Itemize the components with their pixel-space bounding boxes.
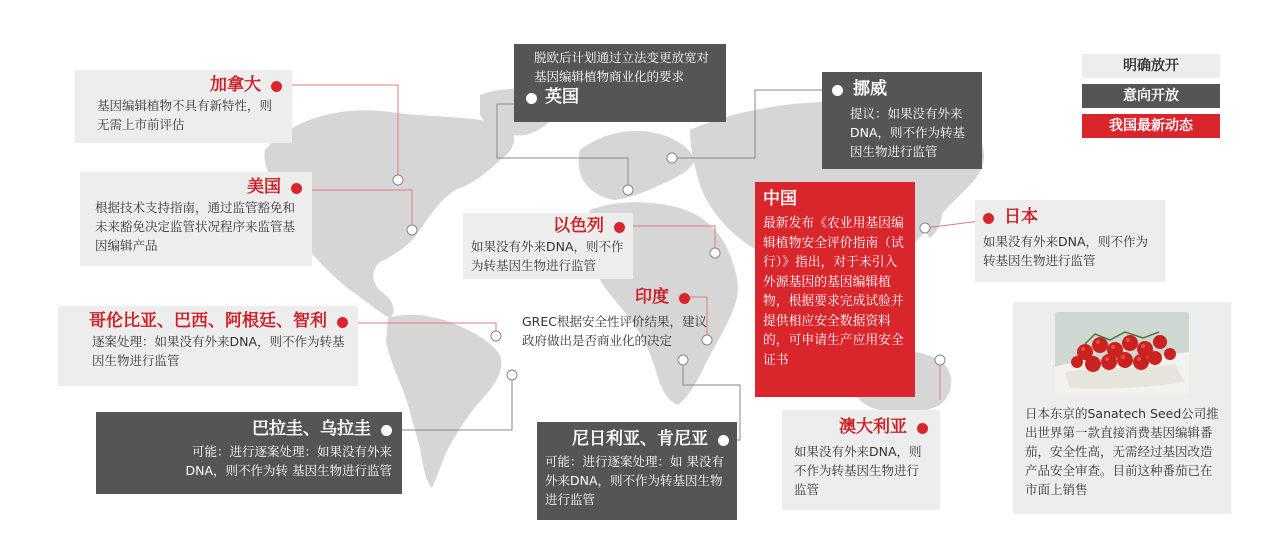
paraguay-text-1: 可能：进行逐案处理：如果没有外来 bbox=[191, 444, 392, 459]
india-title: 印度 bbox=[635, 287, 670, 307]
norway-title: 挪威 bbox=[852, 79, 887, 99]
marker-dot-icon bbox=[832, 85, 843, 96]
norway-card bbox=[822, 72, 982, 169]
usa-text: 根据技术支持指南，通过监管豁免和未来豁免决定监管状况程序来监管基因编辑产品 bbox=[95, 200, 296, 253]
japan-text: 如果没有外来DNA，则不作为转基因生物进行监管 bbox=[983, 234, 1149, 268]
canada-text: 基因编辑植物不具有新特性，则无需上市前评估 bbox=[97, 98, 273, 132]
china-card bbox=[755, 182, 915, 397]
israel-card bbox=[463, 213, 633, 279]
latam-text: 逐案处理：如果没有外来DNA，则不作为转基因生物进行监管 bbox=[92, 334, 345, 368]
marker-dot-icon bbox=[614, 222, 625, 233]
canada-title: 加拿大 bbox=[210, 75, 262, 95]
uk-card bbox=[514, 44, 726, 122]
marker-dot-icon bbox=[917, 423, 928, 434]
legend-open: 明确放开 bbox=[1082, 54, 1220, 78]
tomato-photo bbox=[1055, 312, 1189, 394]
japan-card bbox=[975, 200, 1165, 282]
latam-card bbox=[58, 306, 358, 386]
australia-text: 如果没有外来DNA，则不作为转基因生物进行监管 bbox=[794, 444, 922, 497]
japan-note-text: 日本东京的Sanatech Seed公司推出世界第一款直接消费基因编辑番茄，安全性高，无需经过基因改造产品安全审查。目前这种番茄已在市面上销售 bbox=[1025, 406, 1219, 497]
uk-text: 脱欧后计划通过立法变更放宽对基因编辑植物商业化的要求 bbox=[534, 50, 710, 84]
legend-china-latest: 我国最新动态 bbox=[1082, 114, 1220, 138]
usa-title: 美国 bbox=[247, 177, 282, 197]
china-text: 最新发布《农业用基因编辑植物安全评价指南（试行）》指出，对于未引入外源基因的基因编辑植物，根据要求完成试验并提供相应安全数据资料的，可申请生产应用安全证书 bbox=[763, 216, 904, 368]
nigeria-card bbox=[537, 422, 737, 520]
uk-title: 英国 bbox=[544, 87, 579, 107]
paraguay-text-2: DNA，则不作为转 基因生物进行监管 bbox=[185, 463, 392, 478]
canada-card bbox=[75, 70, 292, 143]
israel-title: 以色列 bbox=[553, 216, 605, 236]
marker-dot-icon bbox=[983, 213, 994, 224]
india-text: GREC根据安全性评价结果，建议政府做出是否商业化的决定 bbox=[522, 314, 707, 348]
marker-dot-icon bbox=[337, 317, 348, 328]
japan-title: 日本 bbox=[1003, 207, 1038, 227]
legend-intended-open: 意向开放 bbox=[1082, 84, 1220, 108]
australia-title: 澳大利亚 bbox=[839, 417, 908, 437]
usa-card bbox=[80, 172, 312, 266]
paraguay-card bbox=[96, 412, 402, 494]
marker-dot-icon bbox=[526, 93, 537, 104]
marker-dot-icon bbox=[679, 293, 690, 304]
marker-dot-icon bbox=[381, 425, 392, 436]
china-title: 中国 bbox=[763, 189, 797, 209]
paraguay-title: 巴拉圭、乌拉圭 bbox=[252, 419, 372, 439]
india-card bbox=[508, 284, 720, 356]
norway-text: 提议：如果没有外来DNA，则不作为转基因生物进行监管 bbox=[850, 106, 966, 159]
australia-card bbox=[782, 410, 940, 510]
nigeria-text: 可能：进行逐案处理：如 果没有外来DNA，则不作为转基因生物进行监管 bbox=[545, 454, 724, 507]
marker-dot-icon bbox=[291, 183, 302, 194]
marker-dot-icon bbox=[718, 435, 729, 446]
marker-dot-icon bbox=[271, 81, 282, 92]
nigeria-title: 尼日利亚、肯尼亚 bbox=[572, 429, 709, 449]
israel-text: 如果没有外来DNA，则不作为转基因生物进行监管 bbox=[471, 239, 624, 273]
latam-title: 哥伦比亚、巴西、阿根廷、智利 bbox=[89, 311, 328, 331]
